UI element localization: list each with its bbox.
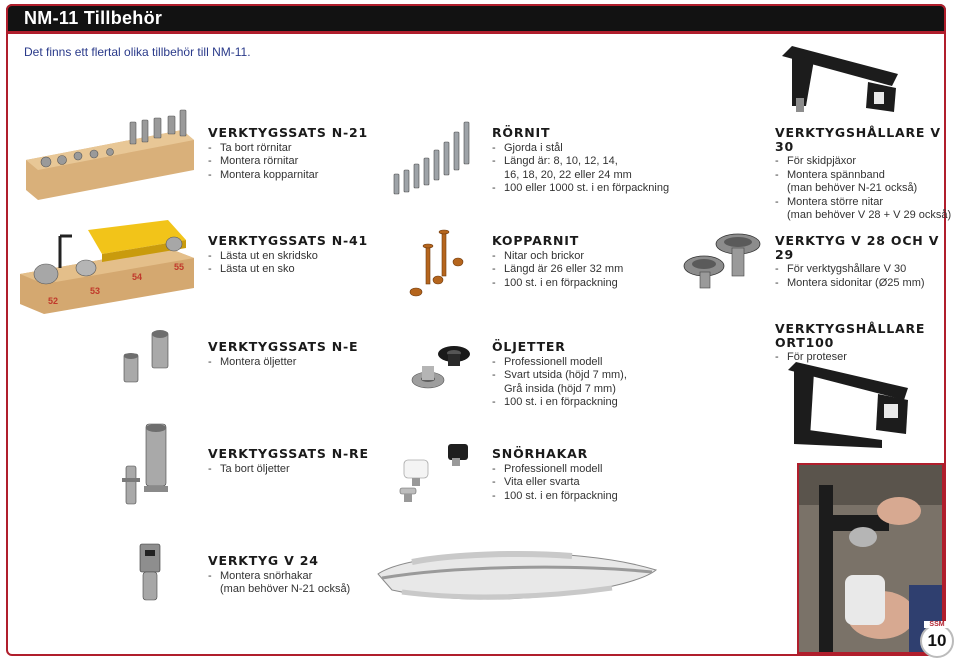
logo-text: SSM [929,621,945,628]
brand-logo [924,621,950,628]
item-line: - Lästa ut en sko [208,263,368,277]
item-title: ÖLJETTER [492,339,566,354]
item-line: - Gjorda i stål [492,142,669,156]
size-label-55: 55 [174,262,185,272]
eyelets-image [410,342,476,394]
item-eyelets [492,340,627,410]
item-title: VERKTYGSSATS N-21 [208,125,369,140]
item-v30 [775,126,960,223]
item-ort100 [775,322,960,365]
item-n21 [208,126,368,182]
page-number-badge [920,624,954,658]
item-ne [208,340,358,369]
item-line: - Professionell modell [492,356,627,370]
v30-tool-holder-image [778,44,902,114]
tube-rivets-image [388,118,478,200]
item-title: VERKTYGSHÅLLARE V 30 [775,125,941,154]
item-title: VERKTYGSSATS N-RE [208,446,369,461]
skate-blade-image [372,540,660,616]
item-title: VERKTYGSSATS N-41 [208,233,369,248]
item-n41 [208,234,368,277]
size-label-54: 54 [132,272,143,282]
ort100-tool-holder-image [786,360,910,448]
item-title: RÖRNIT [492,125,551,140]
item-nre [208,447,369,476]
item-v28-v29 [775,234,960,290]
ne-tool-kit-image [116,326,178,388]
item-title: VERKTYG V 28 OCH V 29 [775,233,940,262]
item-line: - För skidpjäxor [775,155,960,169]
size-label-52: 52 [48,296,59,306]
item-title: VERKTYG V 24 [208,553,319,568]
item-line: - För verktygshållare V 30 [775,263,960,277]
item-line: - Montera öljetter [208,356,358,370]
item-line: - Montera spännband [775,169,960,183]
item-line: - Professionell modell [492,463,618,477]
nre-tool-kit-image [118,420,174,508]
intro-text: Det finns ett flertal olika tillbehör till NM-11. [24,45,251,59]
item-copper-rivet [492,234,623,290]
item-line: Grå insida (höjd 7 mm) [504,382,616,395]
item-line: - 100 st. i en förpackning [492,277,623,291]
item-title: VERKTYGSSATS N-E [208,339,359,354]
item-v24 [208,554,350,597]
item-line: - Ta bort rörnitar [208,142,368,156]
item-line: - 100 st. i en förpackning [492,396,627,410]
item-line: - Montera sidonitar (Ø25 mm) [775,277,960,291]
n21-tool-kit-image [22,110,202,202]
item-title: SNÖRHAKAR [492,446,589,461]
item-line: - Ta bort öljetter [208,463,369,477]
item-line: - Montera rörnitar [208,155,368,169]
item-line: (man behöver V 28 + V 29 också) [787,209,952,221]
item-tube-rivet [492,126,669,196]
item-line: - Montera snörhakar [208,570,350,584]
v24-tool-image [136,540,166,604]
workshop-photo-illustration [799,465,944,654]
item-line: - Montera större nitar [775,196,960,210]
item-lace-hooks [492,447,618,503]
lace-hooks-image [396,440,476,506]
item-line: - 100 eller 1000 st. i en förpackning [492,182,669,196]
page-title: NM-11 Tillbehör [24,8,163,28]
n41-tool-kit-image [18,218,198,316]
item-line: 16, 18, 20, 22 eller 24 mm [504,168,632,181]
size-label-53: 53 [90,286,101,296]
item-line: - Längd är 26 eller 32 mm [492,263,623,277]
item-line: - Längd är: 8, 10, 12, 14, [492,155,669,169]
workshop-photo [797,463,944,654]
item-line: (man behöver N-21 också) [787,182,918,194]
item-line: - Montera kopparnitar [208,169,368,183]
page-number: 10 [927,631,947,650]
copper-rivets-image [404,228,468,300]
item-line: - Lästa ut en skridsko [208,250,368,264]
item-title: KOPPARNIT [492,233,580,248]
item-line: (man behöver N-21 också) [220,583,351,595]
item-line: - 100 st. i en förpackning [492,490,618,504]
v28-v29-tools-image [682,230,764,292]
item-line: - För proteser [775,351,960,365]
item-line: - Nitar och brickor [492,250,623,264]
item-title: VERKTYGSHÅLLARE ORT100 [775,321,926,350]
item-line: - Vita eller svarta [492,476,618,490]
item-line: - Svart utsida (höjd 7 mm), [492,369,627,383]
